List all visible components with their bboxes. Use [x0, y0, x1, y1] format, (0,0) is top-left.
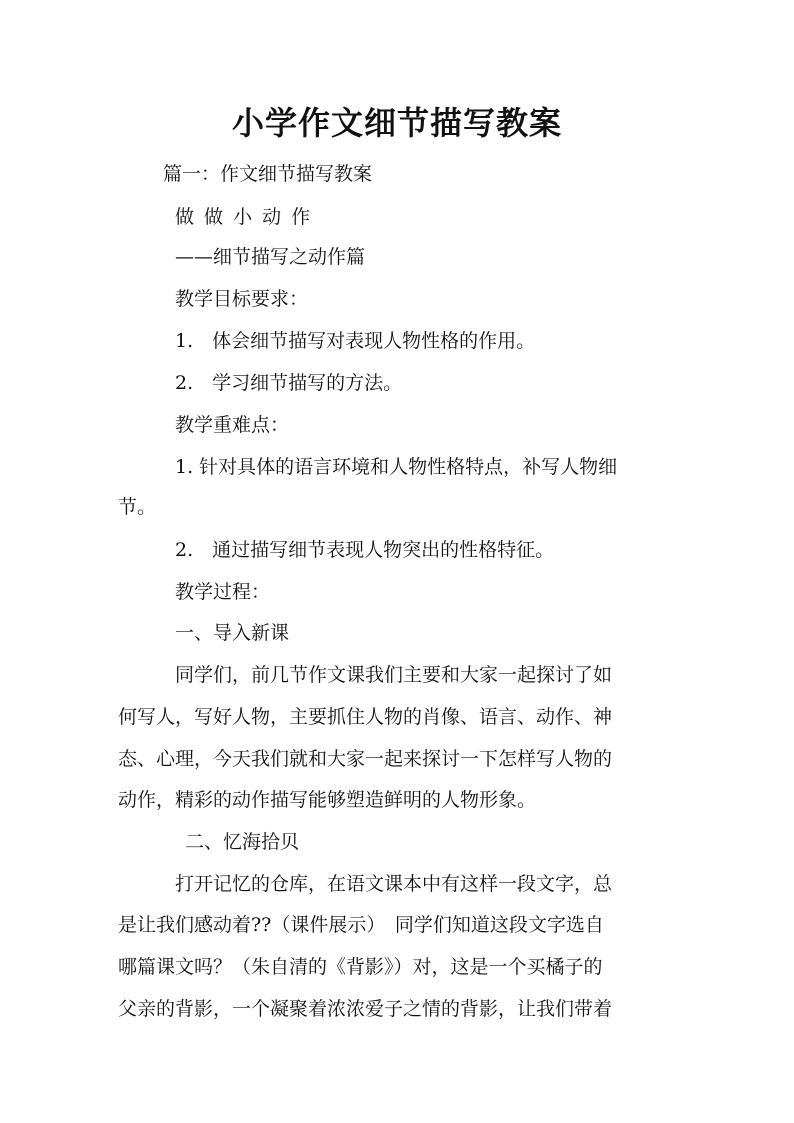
text-line: ——细节描写之动作篇 — [175, 246, 366, 268]
text-line: 1. 体会细节描写对表现人物性格的作用。 — [175, 330, 536, 352]
text-line: 教学目标要求： — [175, 288, 309, 310]
text-line: 打开记忆的仓库，在语文课本中有这样一段文字，总 — [175, 873, 613, 895]
text-line: 同学们，前几节作文课我们主要和大家一起探讨了如 — [175, 664, 613, 686]
text-line: 是让我们感动着??（课件展示） 同学们知道这段文字选自 — [118, 914, 604, 936]
text-line: 态、心理，今天我们就和大家一起来探讨一下怎样写人物的 — [118, 748, 613, 770]
text-line: 哪篇课文吗？（朱自清的《背影》）对，这是一个买橘子的 — [118, 956, 603, 978]
text-line: 2. 通过描写细节表现人物突出的性格特征。 — [175, 539, 555, 561]
text-line: 一、导入新课 — [175, 622, 290, 644]
text-line: 做 做 小 动 作 — [175, 206, 313, 228]
document-title: 小学作文细节描写教案 — [231, 104, 562, 142]
text-line: 教学过程： — [175, 581, 271, 603]
text-line: 节。 — [118, 496, 157, 518]
text-line: 动作，精彩的动作描写能够塑造鲜明的人物形象。 — [118, 789, 537, 811]
text-line: 篇一：作文细节描写教案 — [163, 163, 373, 185]
text-line: 1. 针对具体的语言环境和人物性格特点，补写人物细 — [175, 456, 618, 478]
text-line: 何写人，写好人物，主要抓住人物的肖像、语言、动作、神 — [118, 706, 613, 728]
text-line: 二、忆海拾贝 — [185, 831, 300, 853]
text-line: 教学重难点： — [175, 414, 290, 436]
text-line: 2. 学习细节描写的方法。 — [175, 372, 403, 394]
text-line: 父亲的背影，一个凝聚着浓浓爱子之情的背影，让我们带着 — [118, 998, 613, 1020]
